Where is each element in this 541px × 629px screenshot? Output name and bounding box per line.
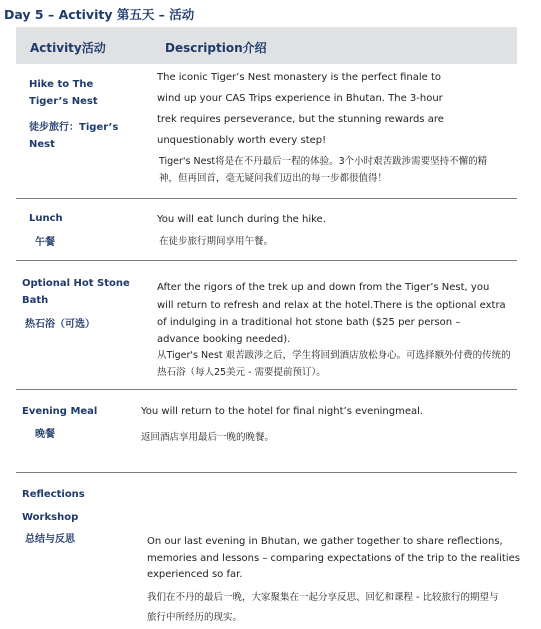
activity-name-zh: 热石浴（可选） [25,319,95,330]
activity-description: experienced so far. [147,569,243,580]
activity-description-zh: 热石浴（每人25美元 - 需要提前预订）。 [157,367,326,378]
row-divider [16,389,517,390]
activity-name: Reflections [22,489,85,500]
activity-name-zh: Nest [29,139,55,150]
activity-description-zh: 我们在不丹的最后一晚，大家聚集在一起分享反思、回忆和课程 - 比较旅行的期望与 [147,592,499,603]
activity-description: memories and lessons – comparing expectations of the trip to the realities [147,553,520,564]
activity-description: wind up your CAS Trips experience in Bhutan. The 3-hour [157,93,443,104]
activity-description: After the rigors of the trek up and down from the Tiger’s Nest, you [157,282,490,293]
activity-description-zh: 神，但再回首，毫无疑问我们迈出的每一步都很值得！ [159,173,388,184]
activity-name: Optional Hot Stone [22,278,130,289]
activity-description: unquestionably worth every step! [157,135,327,146]
activity-description: trek requires perseverance, but the stunning rewards are [157,114,444,125]
activity-name: Hike to The [29,79,94,90]
activity-name-zh: 总结与反思 [25,534,75,545]
activity-description-zh: 从Tiger's Nest 艰苦跋涉之后，学生将回到酒店放松身心。可选择额外付费的传统的 [157,350,511,361]
activity-description: The iconic Tiger’s Nest monastery is the perfect finale to [157,72,442,83]
header-description: Description介绍 [165,41,267,55]
row-divider [16,472,517,473]
activity-description-zh: 旅行中所经历的现实。 [147,612,243,623]
activity-description: advance booking needed). [157,334,291,345]
activity-description-zh: Tiger's Nest将是在不丹最后一程的体验。3个小时艰苦跋涉需要坚持不懈的精 [159,156,488,167]
activity-name-zh: 徒步旅行：Tiger’s [29,122,119,133]
activity-name: Evening Meal [22,406,98,417]
activity-description: You will return to the hotel for final night’s eveningmeal. [141,406,424,417]
row-divider [16,260,517,261]
header-activity: Activity活动 [30,41,106,55]
table-header [16,27,517,64]
activity-name: Tiger’s Nest [29,96,98,107]
activity-name: Bath [22,295,49,306]
activity-description: of indulging in a traditional hot stone bath ($25 per person – [157,317,461,328]
activity-name: Lunch [29,213,63,224]
activity-name: Workshop [22,512,79,523]
activity-description: will return to refresh and relax at the hotel.There is the optional extra [157,300,506,311]
page-title: Day 5 – Activity 第五天 – 活动 [4,7,195,22]
activity-description-zh: 在徒步旅行期间享用午餐。 [159,236,274,247]
activity-name-zh: 晚餐 [35,429,55,440]
row-divider [16,198,517,199]
activity-name-zh: 午餐 [35,237,55,248]
activity-description-zh: 返回酒店享用最后一晚的晚餐。 [141,432,275,443]
activity-description: You will eat lunch during the hike. [157,214,326,225]
activity-description: On our last evening in Bhutan, we gather together to share reflections, [147,536,503,547]
